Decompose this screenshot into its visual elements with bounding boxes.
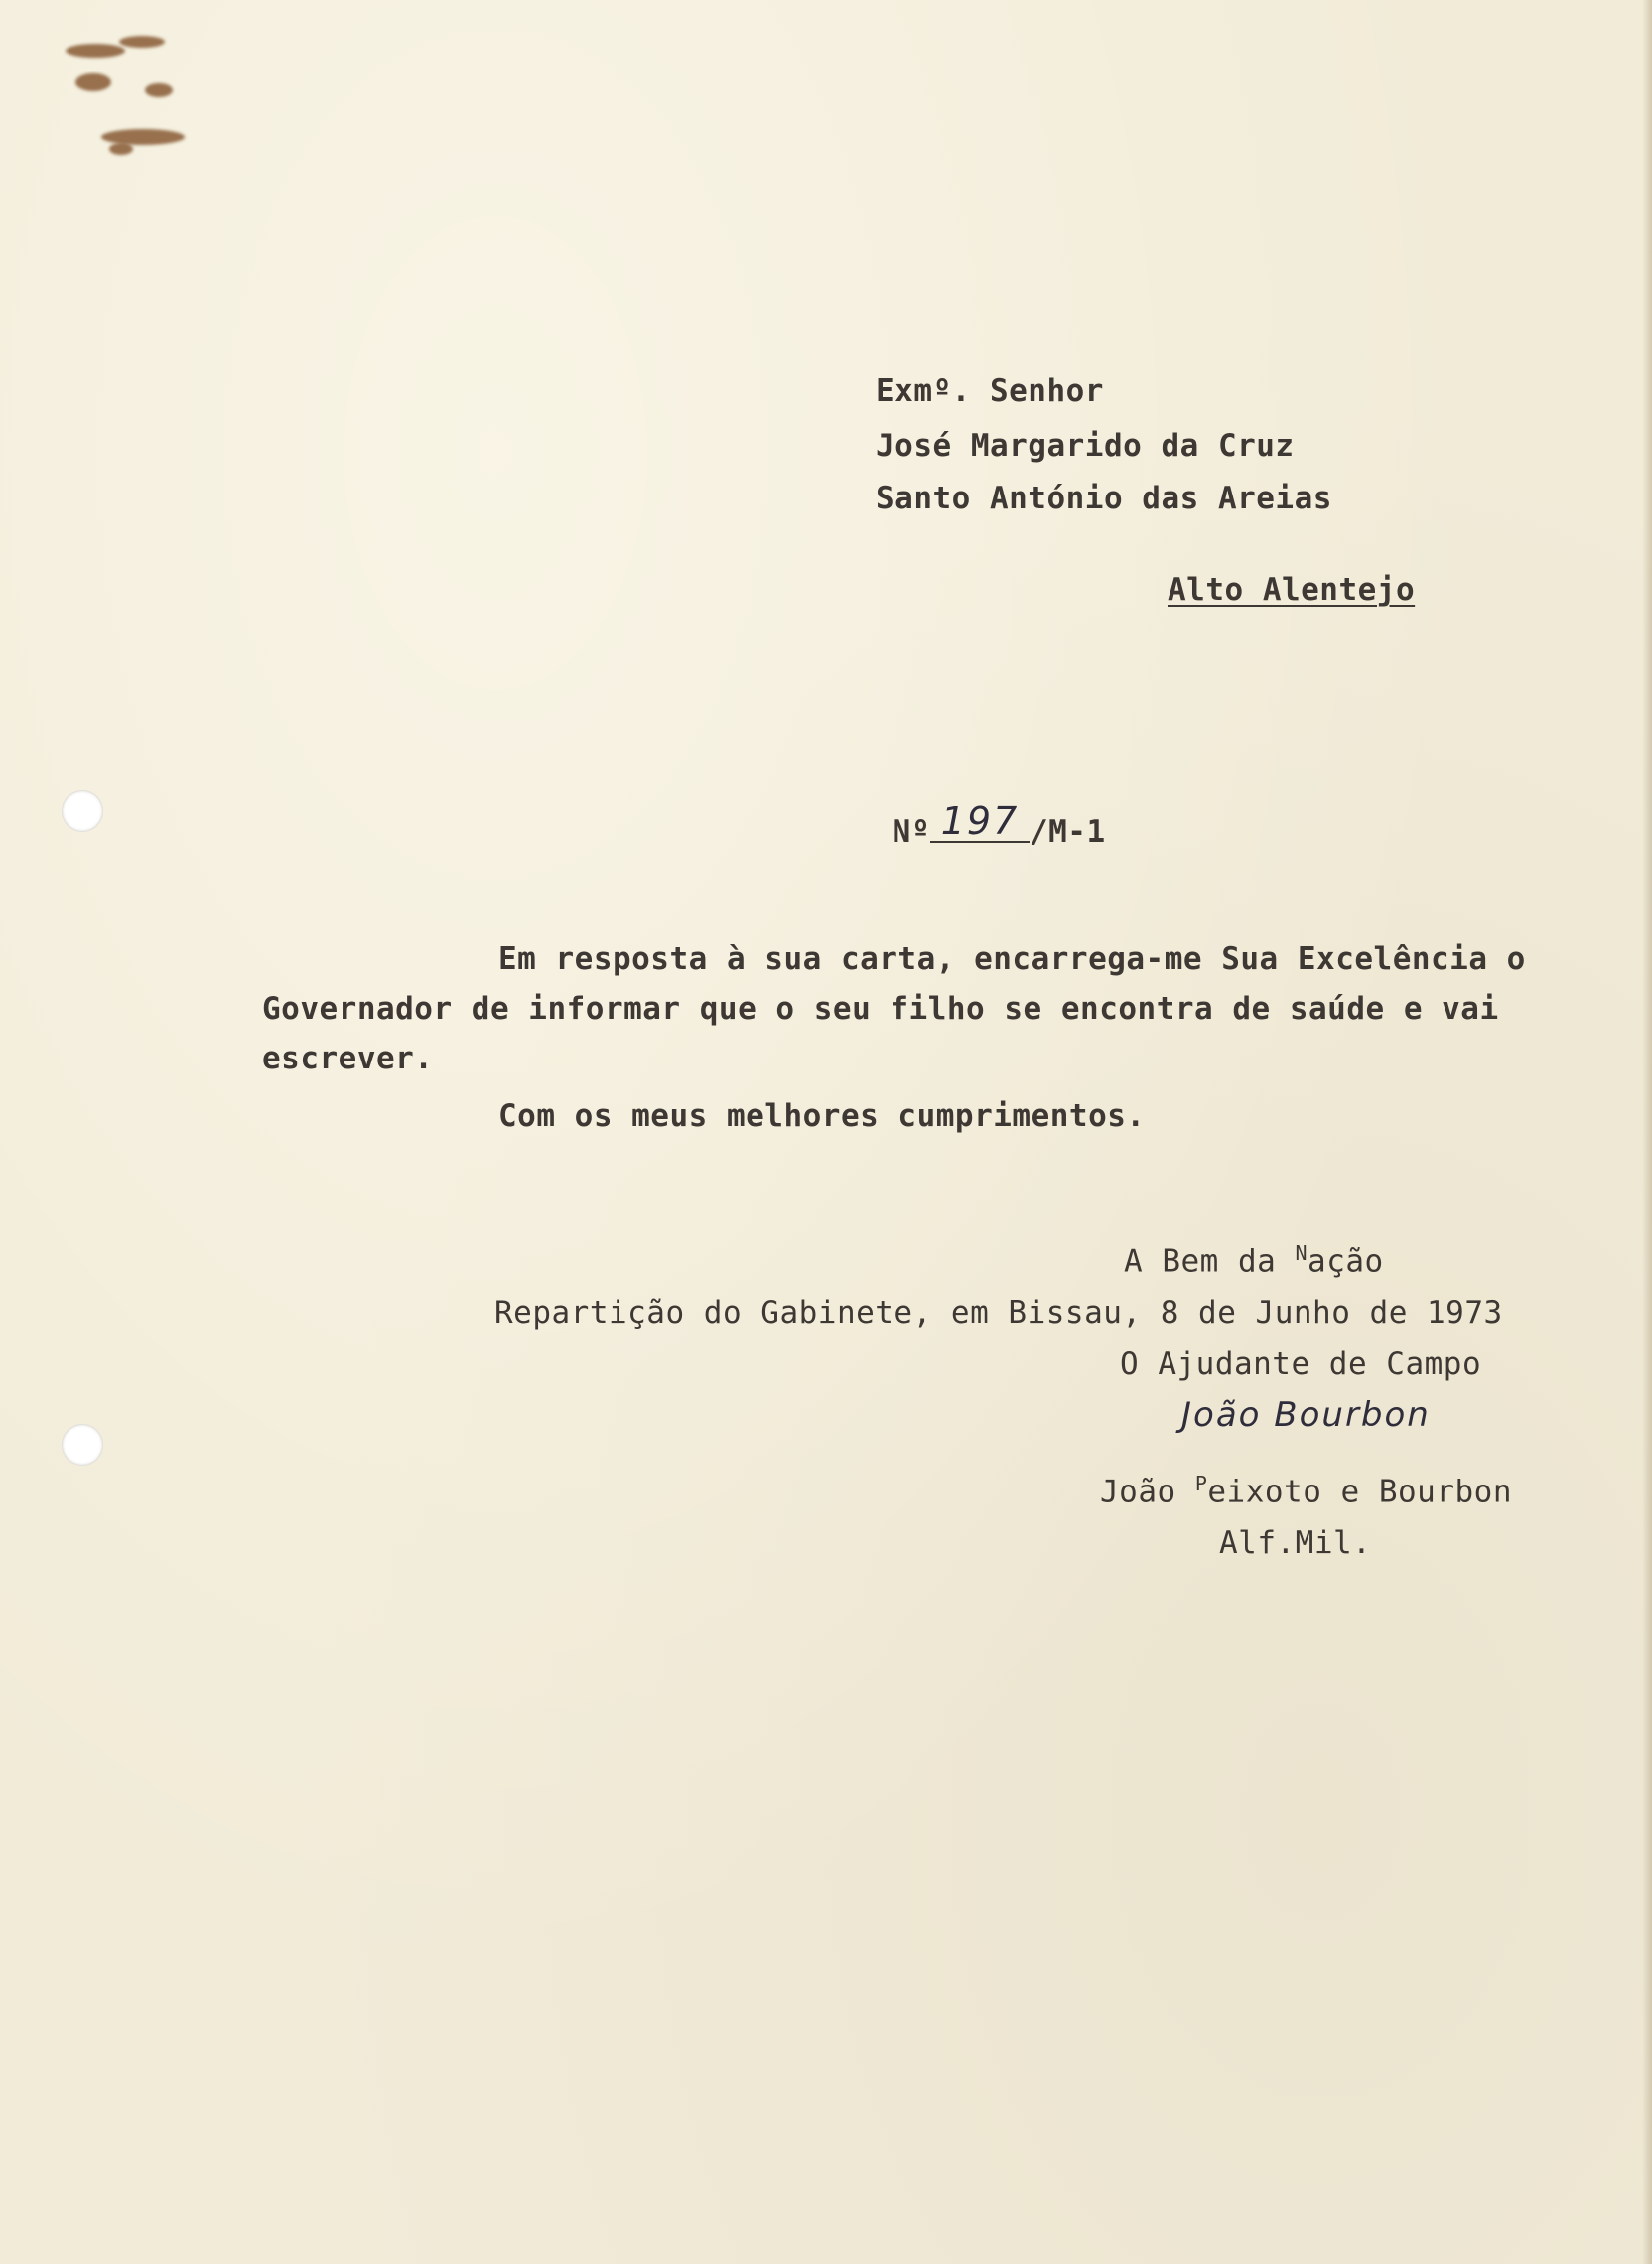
rust-stain: [101, 129, 185, 145]
reference-suffix: /M-1: [1029, 814, 1106, 850]
reference-blank: [930, 799, 1030, 843]
motto: [1124, 1241, 1384, 1279]
motto-part: ação: [1308, 1243, 1384, 1280]
body-line-3: escrever.: [262, 1041, 434, 1076]
rust-stain: [66, 44, 125, 58]
signature-text: João Bourbon: [1181, 1395, 1431, 1435]
signature: [1181, 1395, 1431, 1435]
place-date: Repartição do Gabinete, em Bissau, 8 de Junho de 1973: [494, 1295, 1503, 1331]
punch-hole: [62, 1424, 103, 1466]
rust-stain: [109, 143, 133, 155]
body-line-1: Em resposta à sua carta, encarrega-me Sua Excelência o: [498, 941, 1526, 977]
signer-rank: Alf.Mil.: [1219, 1525, 1372, 1561]
rust-stain: [75, 73, 111, 91]
body-closing: Com os meus melhores cumprimentos.: [498, 1098, 1146, 1134]
paper-edge: [1642, 0, 1652, 2264]
punch-hole: [62, 790, 103, 832]
signer-name: [1100, 1472, 1512, 1509]
signer-name-part: eixoto e Bourbon: [1207, 1474, 1512, 1510]
recipient-name: José Margarido da Cruz: [876, 428, 1295, 464]
signer-role: O Ajudante de Campo: [1120, 1346, 1482, 1382]
reference-number: [816, 777, 1106, 887]
signer-overtyped-letter: P: [1194, 1472, 1208, 1495]
signer-name-part: João: [1100, 1474, 1195, 1510]
rust-stain: [119, 36, 165, 48]
body-line-2: Governador de informar que o seu filho se encontra de saúde e vai: [262, 991, 1499, 1027]
recipient-locality: Santo António das Areias: [876, 481, 1332, 516]
motto-overtyped-letter: N: [1295, 1241, 1308, 1265]
reference-prefix: Nº: [892, 814, 930, 850]
rust-stain: [145, 83, 173, 97]
reference-handwritten-number: 197: [940, 799, 1020, 843]
recipient-region: Alto Alentejo: [1168, 572, 1416, 608]
motto-part: A Bem da: [1124, 1243, 1296, 1280]
recipient-salutation: Exmº. Senhor: [876, 373, 1104, 409]
